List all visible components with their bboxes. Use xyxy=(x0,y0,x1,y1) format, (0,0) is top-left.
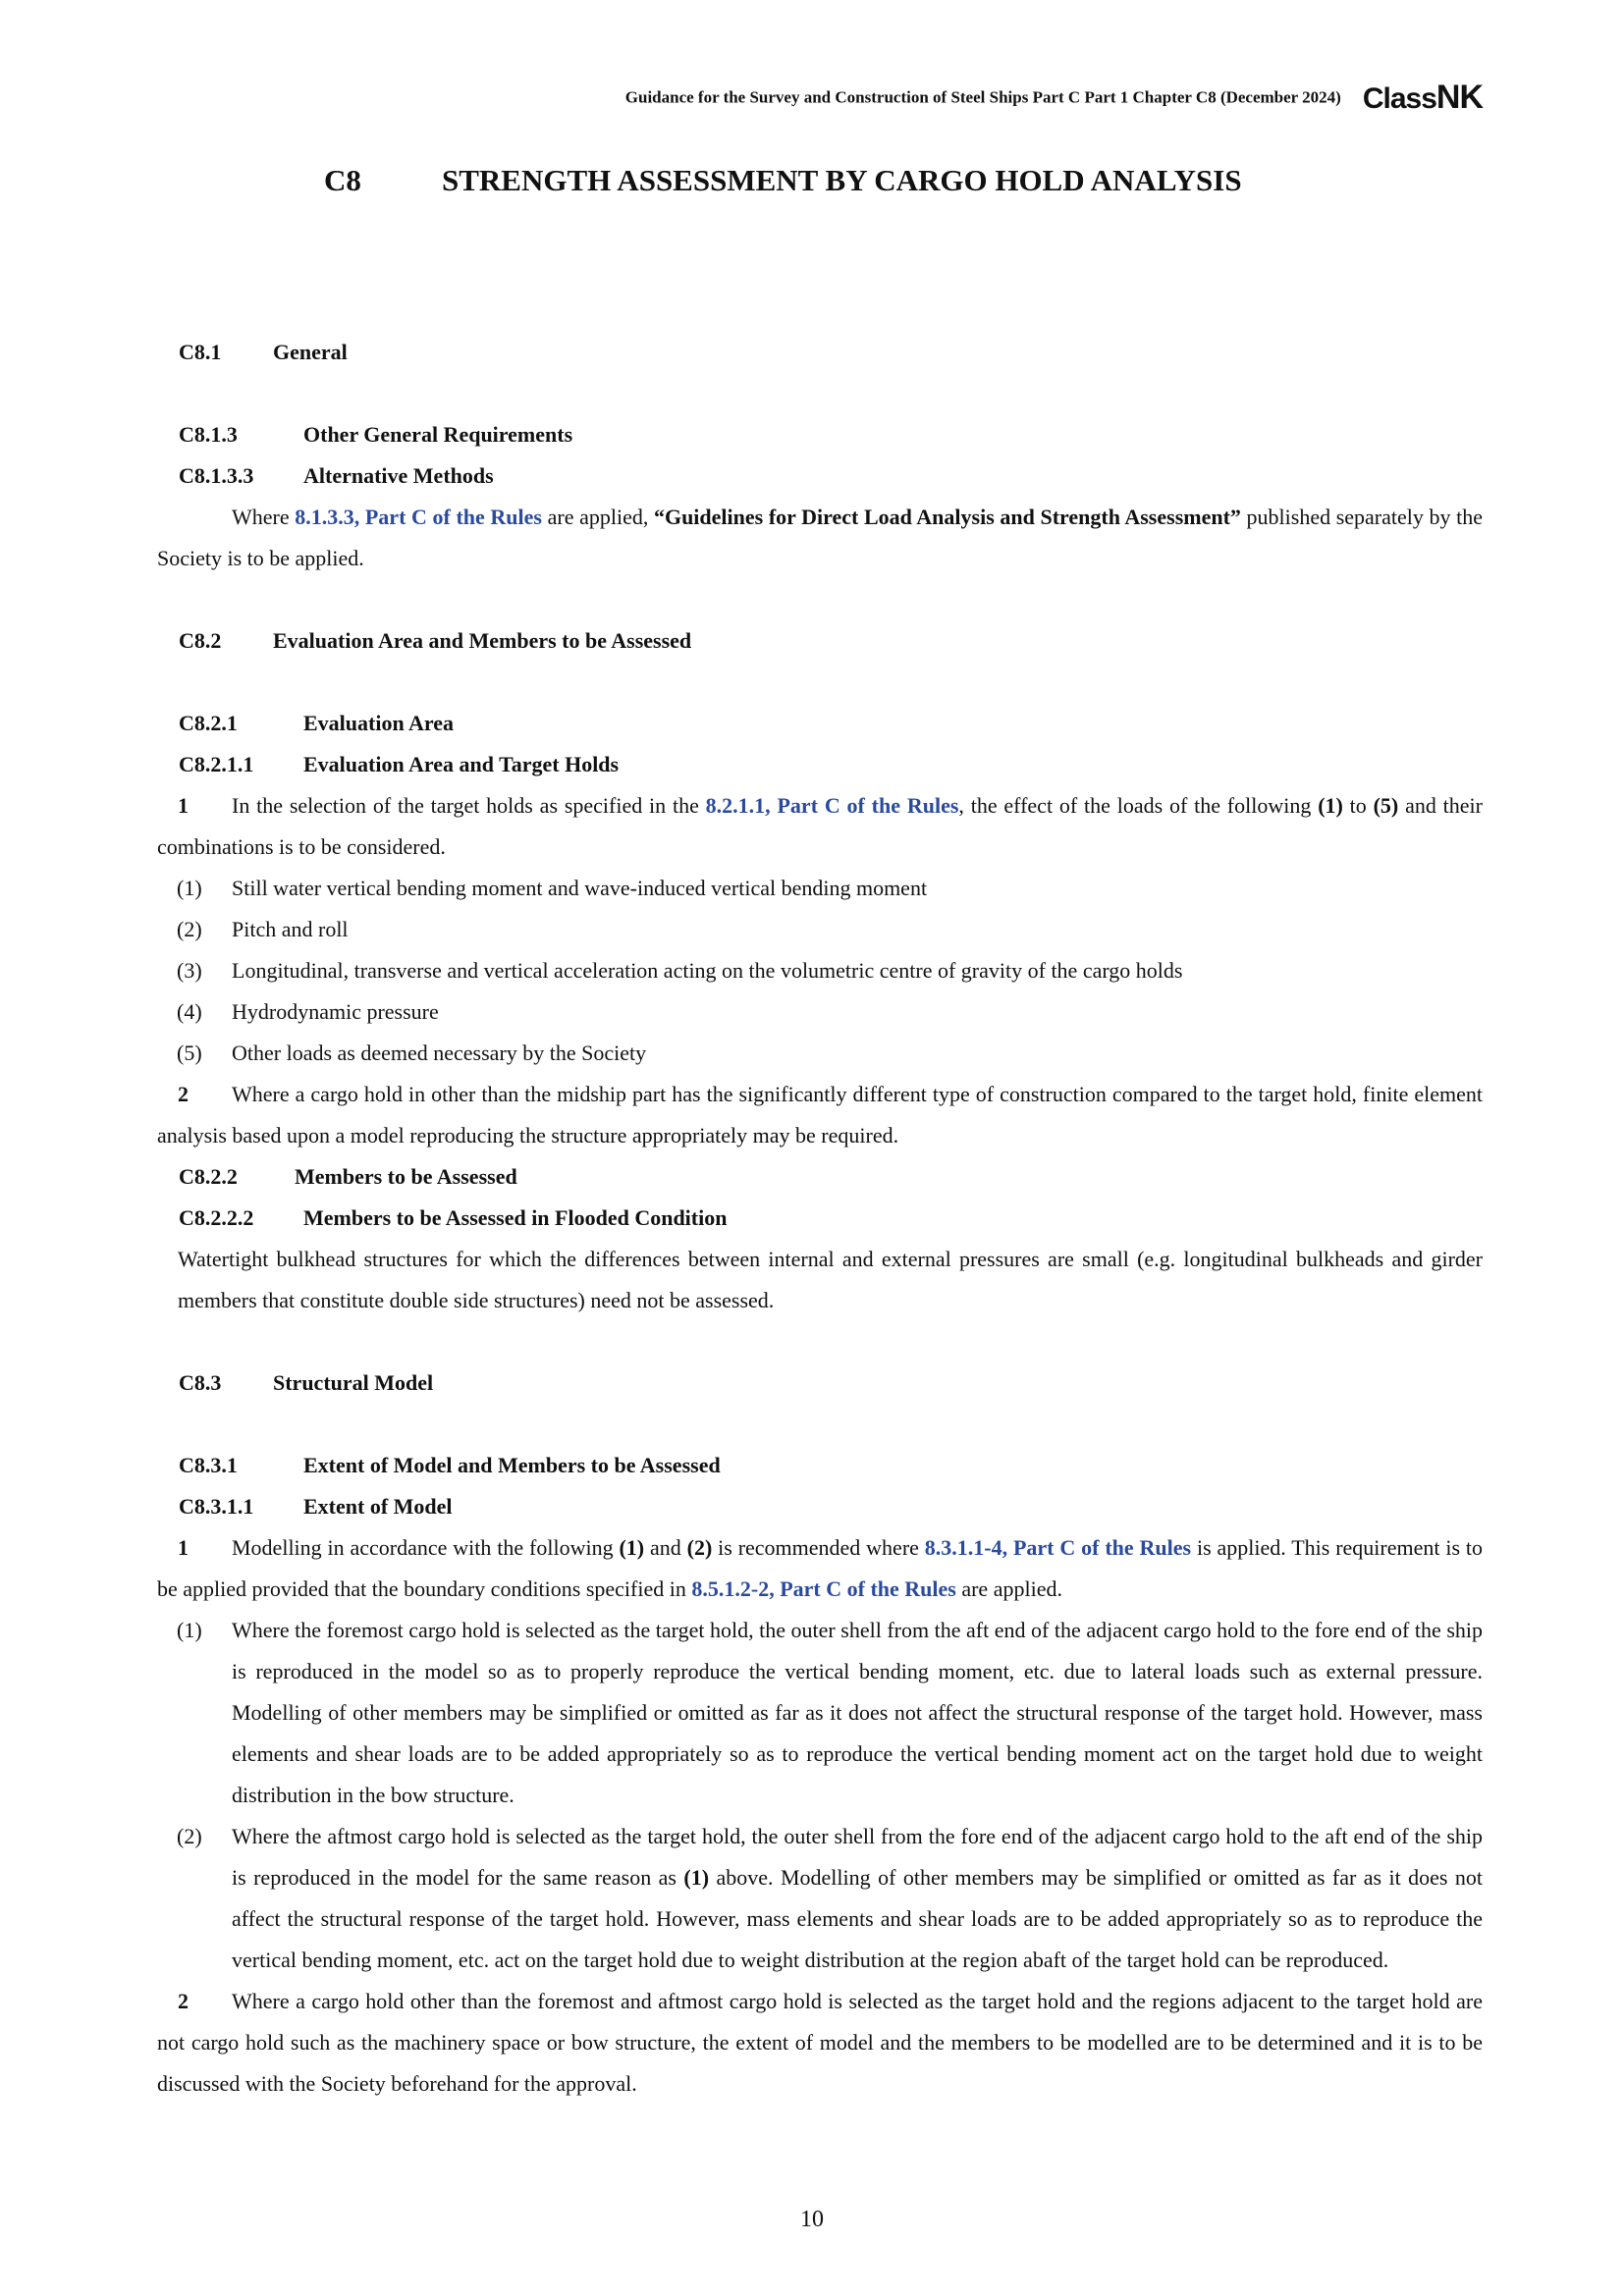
section-title: General xyxy=(273,340,348,364)
section-heading-c8-1-3-3 xyxy=(157,455,1483,497)
section-number: C8.2.1 xyxy=(179,711,238,735)
section-heading-c8-2-2-2 xyxy=(157,1198,1483,1239)
section-title: Evaluation Area and Members to be Assessed xyxy=(273,628,692,653)
section-number: C8.2.2 xyxy=(179,1164,238,1189)
paragraph-number: 2 xyxy=(178,1989,189,2013)
section-number: C8.2.1.1 xyxy=(179,752,254,776)
section-heading-c8-1-3 xyxy=(157,414,1483,455)
section-number: C8.1 xyxy=(179,340,222,364)
list-item: (2) Pitch and roll xyxy=(177,917,349,941)
paragraph-c8-2-2-2: Watertight bulkhead structures for which the differences between internal and external pressures are small (e.g. longitudinal bulkheads and girder members that constitute double side structures) need not be assessed. xyxy=(178,1247,1483,1312)
paragraph-c8-3-1-1-1: 1 Modelling in accordance with the following (1) and (2) is recommended where 8.3.1.1-4, Part C of the Rules is applied. This requirement is to be applied provided that the boundary conditions specified in 8.5.1.2-2, Part C of the Rules are applied. xyxy=(157,1527,1483,1610)
section-number: C8.1.3 xyxy=(179,422,238,447)
paragraph-c8-3-1-1-2: 2 Where a cargo hold other than the foremost and aftmost cargo hold is selected as the target hold and the regions adjacent to the target hold are not cargo hold such as the machinery space or bow structure, the extent of model and the members to be modelled are to be determined and it is to be discussed with the Society beforehand for the approval. xyxy=(157,1981,1483,2105)
list-item: (4) Hydrodynamic pressure xyxy=(177,999,439,1024)
section-title: Extent of Model xyxy=(303,1494,453,1519)
paragraph-number: 2 xyxy=(178,1082,189,1106)
section-heading-c8-2-2 xyxy=(157,1156,1483,1198)
rules-link[interactable]: 8.1.3.3, Part C of the Rules xyxy=(295,505,542,529)
page-number: 10 xyxy=(800,2207,824,2232)
rules-link[interactable]: 8.3.1.1-4, Part C of the Rules xyxy=(924,1535,1192,1560)
list-item: (1) Where the foremost cargo hold is selected as the target hold, the outer shell from the aft end of the adjacent cargo hold to the fore end of the ship is reproduced in the model so as to properly reproduce the vertical bending moment, etc. due to lateral loads such as external pressure. Modelling of other members may be simplified or omitted as far as it does not affect the structural response of the target hold. However, mass elements and shear loads are to be added appropriately so as to reproduce the vertical bending moment act on the target hold due to weight distribution in the bow structure. xyxy=(177,1618,1483,1807)
chapter-title-text: STRENGTH ASSESSMENT BY CARGO HOLD ANALYSIS xyxy=(442,163,1242,197)
section-title: Members to be Assessed in Flooded Condition xyxy=(303,1205,728,1230)
section-heading-c8-3-1-1 xyxy=(157,1486,1483,1527)
section-title: Extent of Model and Members to be Assessed xyxy=(303,1453,721,1477)
logo-suffix-text: NK xyxy=(1435,79,1483,116)
section-number: C8.3.1 xyxy=(179,1453,238,1477)
section-heading-c8-3 xyxy=(157,1362,1483,1404)
section-title: Other General Requirements xyxy=(303,422,573,447)
chapter-number: C8 xyxy=(324,163,361,197)
page-header xyxy=(0,79,1483,117)
section-heading-c8-3-1 xyxy=(157,1445,1483,1486)
list-item: (5) Other loads as deemed necessary by the Society xyxy=(177,1041,647,1065)
section-heading-c8-2-1-1 xyxy=(157,744,1483,785)
chapter-title xyxy=(324,163,1242,198)
list-item: (2) Where the aftmost cargo hold is selected as the target hold, the outer shell from the fore end of the adjacent cargo hold to the aft end of the ship is reproduced in the model for the same reason as (1) above. Modelling of other members may be simplified or omitted as far as it does not affect the structural response of the target hold. However, mass elements and shear loads are to be added appropriately so as to reproduce the vertical bending moment, etc. act on the target hold due to weight distribution at the region abaft of the target hold can be reproduced. xyxy=(177,1824,1484,1972)
section-title: Alternative Methods xyxy=(303,463,494,488)
section-title: Members to be Assessed xyxy=(295,1164,517,1189)
paragraph-number: 1 xyxy=(178,793,189,818)
section-heading-c8-1 xyxy=(157,332,1483,373)
section-title: Structural Model xyxy=(273,1370,434,1395)
section-heading-c8-2-1 xyxy=(157,703,1483,744)
paragraph-number: 1 xyxy=(178,1535,189,1560)
document-body xyxy=(157,332,1483,2105)
section-number: C8.3 xyxy=(179,1370,222,1395)
document-title: Guidance for the Survey and Construction of Steel Ships Part C Part 1 Chapter C8 (December 2024) xyxy=(624,87,1341,107)
paragraph-c8-2-1-1-1: 1 In the selection of the target holds as specified in the 8.2.1.1, Part C of the Rules, the effect of the loads of the following (1) to (5) and their combinations is to be considered. xyxy=(157,785,1483,868)
section-heading-c8-2 xyxy=(157,620,1483,662)
list-item: (1) Still water vertical bending moment and wave-induced vertical bending moment xyxy=(177,876,928,900)
section-number: C8.1.3.3 xyxy=(179,463,254,488)
section-number: C8.3.1.1 xyxy=(179,1494,254,1519)
classnk-logo xyxy=(1363,79,1483,117)
logo-main-text: Class xyxy=(1362,82,1436,115)
section-title: Evaluation Area xyxy=(303,711,455,735)
list-item: (3) Longitudinal, transverse and vertical acceleration acting on the volumetric centre of gravity of the cargo holds xyxy=(177,958,1183,983)
section-title: Evaluation Area and Target Holds xyxy=(303,752,620,776)
section-number: C8.2 xyxy=(179,628,222,653)
section-number: C8.2.2.2 xyxy=(179,1205,254,1230)
rules-link[interactable]: 8.5.1.2-2, Part C of the Rules xyxy=(691,1576,956,1601)
rules-link[interactable]: 8.2.1.1, Part C of the Rules xyxy=(705,793,959,818)
paragraph-c8-1-3-3: Where 8.1.3.3, Part C of the Rules are applied, “Guidelines for Direct Load Analysis and Strength Assessment” published separately by the Society is to be applied. xyxy=(157,505,1483,570)
paragraph-c8-2-1-1-2: 2 Where a cargo hold in other than the midship part has the significantly different type of construction compared to the target hold, finite element analysis based upon a model reproducing the structure appropriately may be required. xyxy=(157,1074,1483,1156)
